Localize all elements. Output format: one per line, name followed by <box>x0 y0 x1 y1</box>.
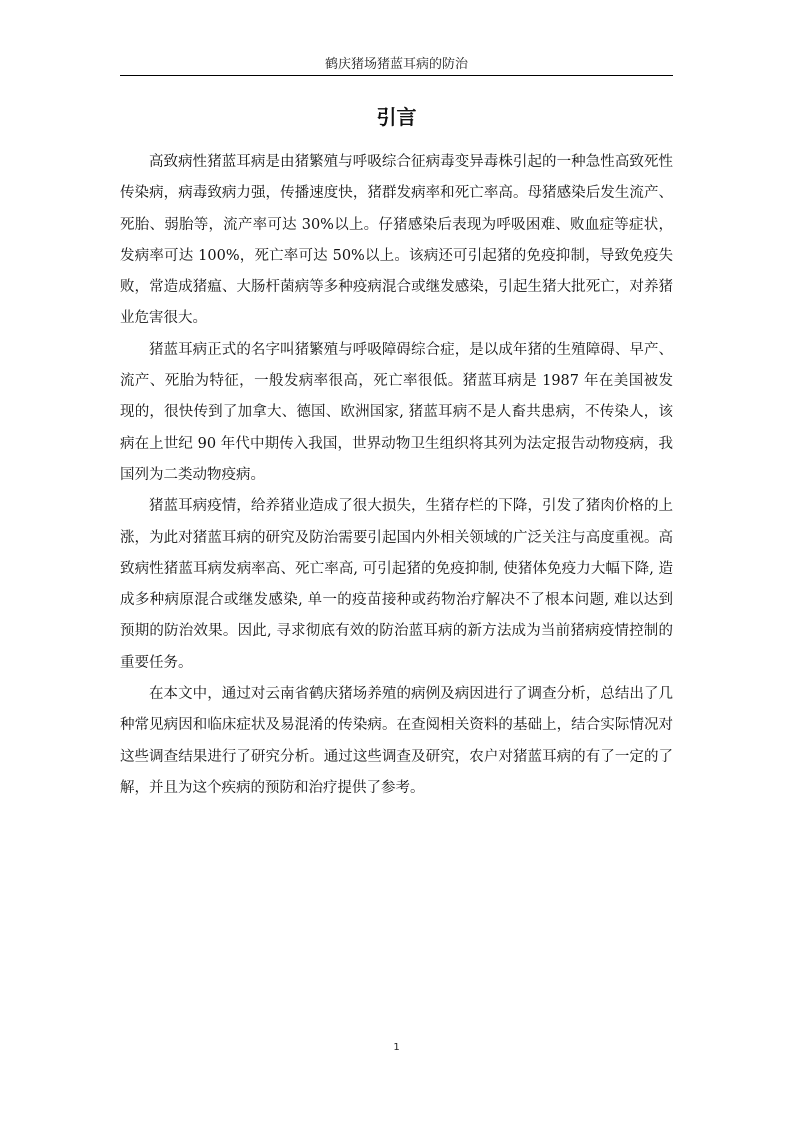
page-number: 1 <box>393 1042 400 1053</box>
paragraph-1: 高致病性猪蓝耳病是由猪繁殖与呼吸综合征病毒变异毒株引起的一种急性高致死性传染病，病毒致病力强，传播速度快，猪群发病率和死亡率高。母猪感染后发生流产、死胎、弱胎等，流产率可达 30%以上。仔猪感染后表现为呼吸困难、败血症等症状，发病率可达 100%，死亡率可达 50%以上。该病还可引起猪的免疫抑制，导致免疫失败，常造成猪瘟、大肠杆菌病等多种疫病混合或继发感染，引起生猪大批死亡，对养猪业危害很大。 <box>120 154 673 327</box>
header-divider <box>120 75 673 76</box>
paragraph-2: 猪蓝耳病正式的名字叫猪繁殖与呼吸障碍综合症，是以成年猪的生殖障碍、早产、流产、死胎为特征，一般发病率很高，死亡率很低。猪蓝耳病是 1987 年在美国被发现的，很快传到了加拿大、德国、欧洲国家, 猪蓝耳病不是人畜共患病，不传染人，该病在上世纪 90 年代中期传入我国，世界动物卫生组织将其列为法定报告动物疫病，我国列为二类动物疫病。 <box>120 341 673 483</box>
running-header: 鹤庆猪场猪蓝耳病的防治 <box>324 57 468 72</box>
section-title: 引言 <box>376 105 417 129</box>
paragraph-4: 在本文中，通过对云南省鹤庆猪场养殖的病例及病因进行了调查分析，总结出了几种常见病因和临床症状及易混淆的传染病。在查阅相关资料的基础上，结合实际情况对这些调查结果进行了研究分析。通过这些调查及研究，农户对猪蓝耳病的有了一定的了解，并且为这个疾病的预防和治疗提供了参考。 <box>120 686 673 796</box>
body-text <box>120 147 673 804</box>
paragraph-3: 猪蓝耳病疫情，给养猪业造成了很大损失，生猪存栏的下降，引发了猪肉价格的上涨，为此对猪蓝耳病的研究及防治需要引起国内外相关领域的广泛关注与高度重视。高致病性猪蓝耳病发病率高、死亡率高, 可引起猪的免疫抑制, 使猪体免疫力大幅下降, 造成多种病原混合或继发感染, 单一的疫苗接种或药物治疗解决不了根本问题, 难以达到预期的防治效果。因此, 寻求彻底有效的防治蓝耳病的新方法成为当前猪病疫情控制的重要任务。 <box>120 498 673 671</box>
